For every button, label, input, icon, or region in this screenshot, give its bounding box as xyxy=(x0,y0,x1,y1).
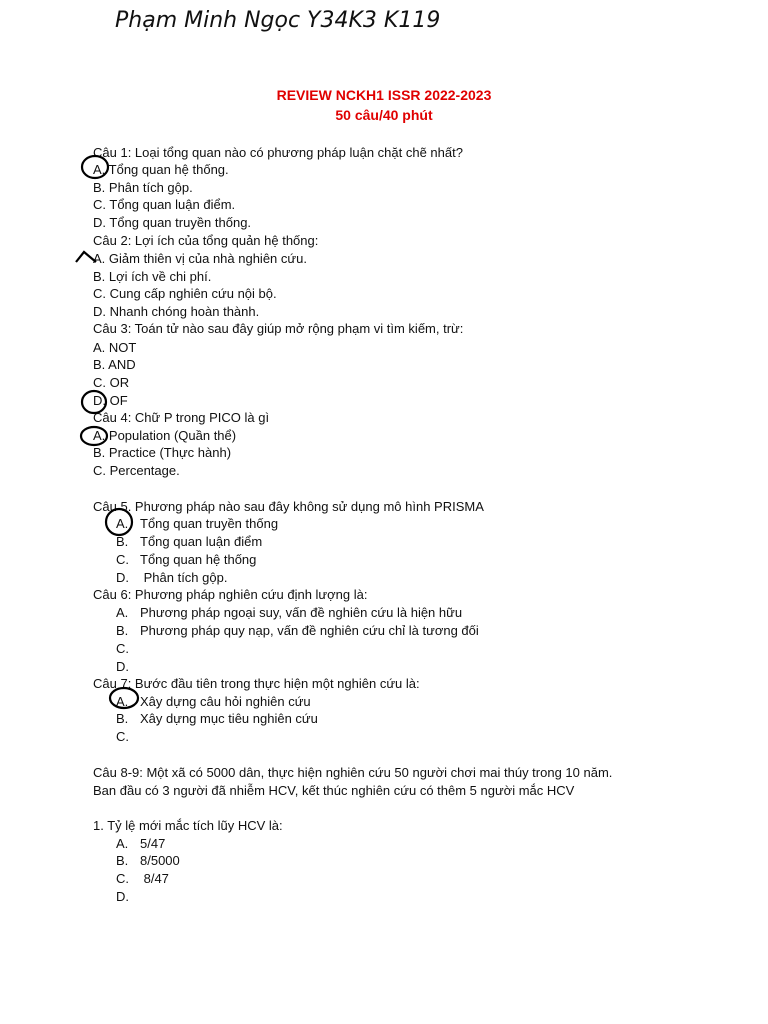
option-text: Phương pháp ngoại suy, vấn đề nghiên cứu là hiện hữu xyxy=(140,605,463,620)
subquestion-1: 1. Tỷ lệ mới mắc tích lũy HCV là: xyxy=(93,818,283,833)
q7-option-a xyxy=(116,694,311,710)
sub1-option-d xyxy=(116,889,140,905)
option-letter: B. xyxy=(116,623,129,638)
document-subtitle: 50 câu/40 phút xyxy=(335,107,433,123)
option-text: 8/47 xyxy=(140,871,169,886)
option-text: Phân tích gộp. xyxy=(140,570,228,585)
question-6: Câu 6: Phương pháp nghiên cứu định lượng là: xyxy=(93,587,368,602)
sub1-option-b xyxy=(116,853,180,869)
option-text: Xây dựng mục tiêu nghiên cứu xyxy=(140,711,318,726)
q6-option-d xyxy=(116,659,140,675)
option-text: 5/47 xyxy=(140,836,166,851)
q3-option-c: C. OR xyxy=(93,375,130,390)
option-letter: B. xyxy=(116,534,129,549)
sub1-option-a xyxy=(116,836,165,852)
option-letter: D. xyxy=(116,659,129,674)
q6-option-c xyxy=(116,641,140,657)
q5-option-b xyxy=(116,534,262,550)
option-text: Tổng quan truyền thống xyxy=(140,516,279,531)
q6-option-b xyxy=(116,623,479,639)
q2-option-d: D. Nhanh chóng hoàn thành. xyxy=(93,304,260,319)
q7-option-b xyxy=(116,711,318,727)
question-7: Câu 7: Bước đầu tiên trong thực hiện một nghiên cứu là: xyxy=(93,676,420,691)
option-letter: C. xyxy=(116,871,129,886)
q7-option-c xyxy=(116,729,140,745)
option-letter: C. xyxy=(116,641,129,656)
q2-option-b: B. Lợi ích về chi phí. xyxy=(93,269,212,284)
sub1-option-c xyxy=(116,871,169,887)
q5-option-a xyxy=(116,516,278,532)
handwritten-name xyxy=(0,0,768,60)
q5-option-d xyxy=(116,570,227,586)
option-letter: B. xyxy=(116,853,129,868)
question-2: Câu 2: Lợi ích của tổng quản hệ thống: xyxy=(93,233,319,248)
option-letter: A. xyxy=(116,605,129,620)
handwritten-name-text: Phạm Minh Ngọc Y34K3 K119 xyxy=(115,8,441,33)
document-title: REVIEW NCKH1 ISSR 2022-2023 xyxy=(276,87,492,103)
q2-option-a: A. Giảm thiên vị của nhà nghiên cứu. xyxy=(93,251,307,266)
q6-option-a xyxy=(116,605,462,621)
q3-option-d: D. OF xyxy=(93,393,128,408)
q3-option-b: B. AND xyxy=(93,357,136,372)
q2-option-c: C. Cung cấp nghiên cứu nội bộ. xyxy=(93,286,277,301)
option-text: Tổng quan luận điểm xyxy=(140,534,263,549)
option-text: Phương pháp quy nạp, vấn đề nghiên cứu chỉ là tương đối xyxy=(140,623,479,638)
q1-option-d: D. Tổng quan truyền thống. xyxy=(93,215,252,230)
question-8-9-line-1: Câu 8-9: Một xã có 5000 dân, thực hiện nghiên cứu 50 người chơi mai thúy trong 10 năm. xyxy=(93,765,613,780)
q5-option-c xyxy=(116,552,256,568)
question-8-9-line-2: Ban đầu có 3 người đã nhiễm HCV, kết thúc nghiên cứu có thêm 5 người mắc HCV xyxy=(93,783,575,798)
question-3: Câu 3: Toán tử nào sau đây giúp mở rộng phạm vi tìm kiếm, trừ: xyxy=(93,321,464,336)
option-letter: B. xyxy=(116,711,129,726)
question-5: Câu 5. Phương pháp nào sau đây không sử dụng mô hình PRISMA xyxy=(93,499,484,514)
option-text: Tổng quan hệ thống xyxy=(140,552,257,567)
option-text: Xây dựng câu hỏi nghiên cứu xyxy=(140,694,311,709)
q3-option-a: A. NOT xyxy=(93,340,137,355)
option-letter: A. xyxy=(116,836,129,851)
q1-option-a: A. Tổng quan hệ thống. xyxy=(93,162,229,177)
q4-option-b: B. Practice (Thực hành) xyxy=(93,445,232,460)
q1-option-c: C. Tổng quan luận điểm. xyxy=(93,197,236,212)
option-letter: C. xyxy=(116,729,129,744)
option-letter: A. xyxy=(116,694,129,709)
option-letter: C. xyxy=(116,552,129,567)
question-1: Câu 1: Loại tổng quan nào có phương pháp luận chặt chẽ nhất? xyxy=(93,145,463,160)
option-letter: D. xyxy=(116,889,129,904)
option-letter: D. xyxy=(116,570,129,585)
q4-option-a: A. Population (Quần thể) xyxy=(93,428,237,443)
option-letter: A. xyxy=(116,516,129,531)
option-text: 8/5000 xyxy=(140,853,180,868)
q1-option-b: B. Phân tích gộp. xyxy=(93,180,193,195)
question-4: Câu 4: Chữ P trong PICO là gì xyxy=(93,410,270,425)
q4-option-c: C. Percentage. xyxy=(93,463,180,478)
